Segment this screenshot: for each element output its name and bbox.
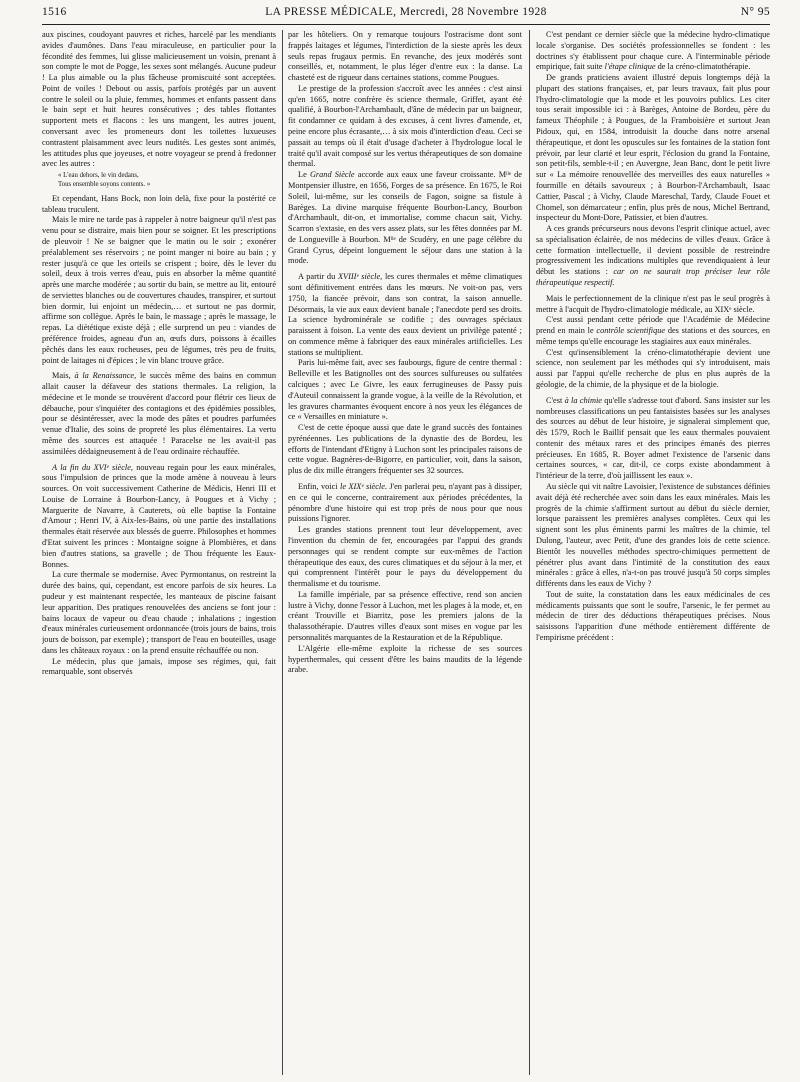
paragraph: Paris lui-même fait, avec ses faubourgs, figure de centre thermal : Belleville et les Batignolles ont des sources sulfureuses ou sulfatées calciques ; avec Le Givre, les eaux ferrugineuses de Passy puis d'Auteuil connaissent la grande vogue, à la veille de la Révolution, et les gravures charmantes évoquent encore à nos yeux les élégances de ce « Versailles en miniature ». bbox=[288, 358, 522, 422]
column-divider bbox=[282, 30, 283, 1075]
paragraph: Le médecin, plus que jamais, impose ses régimes, qui, fait remarquable, sont observés bbox=[42, 656, 276, 677]
paragraph: C'est pendant ce dernier siècle que la médecine hydro-climatique locale s'organise. Des sociétés professionnelles se fondent : les doctrines s'y établissent pour chaque cure. A l'interminable période empirique, fait suite l'étape clinique de la créno-climatothérapie. bbox=[536, 30, 770, 72]
paragraph: L'Algérie elle-même exploite la richesse de ses sources hyperthermales, qui cessent d'être les bains maudits de la légende arabe. bbox=[288, 643, 522, 675]
journal-title: LA PRESSE MÉDICALE, Mercredi, 28 Novembre 1928 bbox=[265, 6, 547, 18]
paragraph: Enfin, voici le XIXᵉ siècle. J'en parlerai peu, n'ayant pas à dissiper, en ce qui le concerne, contrairement aux périodes précédentes, la pénombre d'une histoire qui est trop près de nous pour que nous puissions l'ignorer. bbox=[288, 482, 522, 524]
paragraph: A partir du XVIIIᵉ siècle, les cures thermales et même climatiques sont définitivement entrées dans les mœurs. Ne voit-on pas, vers 1750, la fiancée prévoir, dans son contrat, la saison annuelle. Désormais, la vie aux eaux devient banale ; l'anecdote perd ses droits. La science hydrominérale se codifie ; des ouvrages spéciaux paraissent à foison. La vente des eaux devient un privilège patenté ; on commence même à fabriquer des eaux minérales artificielles. Les stations se multiplient. bbox=[288, 272, 522, 357]
paragraph: Mais le perfectionnement de la clinique n'est pas le seul progrès à mettre à l'acquit de l'hydro-climatologie médicale, au XIXᵉ siècle. bbox=[536, 293, 770, 314]
quote-line: « L'eau dehors, le vin dedans, bbox=[58, 172, 139, 180]
page-number: 1516 bbox=[42, 6, 67, 18]
paragraph: Mais le mire ne tarde pas à rappeler à notre baigneur qu'il n'est pas venu pour se distraire, mais bien pour se soigner. Et les prescriptions de pleuvoir ! Ne se baigner que le matin ou le soir ; exonérer préalablement ses réservoirs ; ne point manger ni boire au bain ; y rester jusqu'à ce que les orteils se crispent ; boire, dès le lever du soleil, deux à trois verres d'eau, puis en absorber la même quantité après une marche modérée ; au sortir du bain, se mettre au lit, entouré de serviettes blanches ou de couvertures chaudes, transpirer, et surtout bien dormir, lui enjoint un médecin,… et surtout ne pas dormir, affirme son collègue. Après le bain, le massage ; après le massage, le repas. La diététique existe déjà ; elle surprend un peu : viandes de préférence froides, agneau d'un an, œufs durs, poissons à écailles pêchés dans les eaux rocheuses, peu de légumes, très peu de fruits, point de laitages ni d'épices ; le vin blanc trouve grâce. bbox=[42, 215, 276, 365]
paragraph: Tout de suite, la constatation dans les eaux médicinales de ces médicaments puissants que sont le soufre, l'arsenic, le fer permet au médecin de tirer des déductions thérapeutiques précises. Nous saisissons l'apparition d'une méthode entièrement différente de l'empirisme précédent : bbox=[536, 589, 770, 642]
paragraph: Et cependant, Hans Bock, non loin delà, fixe pour la postérité ce tableau truculent. bbox=[42, 193, 276, 214]
paragraph: C'est à la chimie qu'elle s'adresse tout d'abord. Sans insister sur les nombreuses classifications un peu fantaisistes basées sur les analyses des sources au début de leur histoire, je signalerai simplement que, dès 1579, Roch le Baillif pensait que les eaux thermales pouvaient contenir des métaux rares et des principes émanés des pierres précieuses. En 1685, R. Boyer admet l'existence de l'arsenic dans certaines sources, « car, dit-il, ce corps existe abondamment à l'intérieur de la terre, d'où jaillissent les eaux ». bbox=[536, 395, 770, 481]
paragraph: Au siècle qui vit naître Lavoisier, l'existence de substances définies avait déjà été recherchée avec soin dans les eaux minérales. Mais les progrès de la chimie s'affirment surtout au début du siècle dernier, lorsque paraissent les premières analyses complètes. Ceux qui les signent sont les plus éminents parmi les maîtres de la chimie, tel Dulong, l'auteur, avec Petit, d'une des grandes lois de cette science. Bientôt les nouvelles méthodes spectro-chimiques permettent de pénétrer plus avant dans l'intimité de la constitution des eaux minérales : grâce à elles, n'a-t-on pas trouvé jusqu'à 50 corps simples différents dans les eaux de Vichy ? bbox=[536, 482, 770, 589]
issue-number: N° 95 bbox=[740, 6, 770, 18]
paragraph: Le Grand Siècle accorde aux eaux une faveur croissante. Mˡˡᵉ de Montpensier illustre, en 1656, Forges de sa présence. En 1675, le Roi Soleil, lui-même, sur les conseils de Fagon, soigne sa fistule à Barèges. La divine marquise fréquente Bourbon-Lancy, Bourbon d'Archambault, dit-on, et immortalise, comme chacun sait, Vichy. Scarron s'extasie, en des vers assez plats, sur les fêtes données par M. de Longueville à Bourbon. Mˡˡᵉ de Scudéry, en une page célèbre du Grand Cyrus, dépeint longuement le séjour dans une station à la mode. bbox=[288, 170, 522, 266]
paragraph: A la fin du XVIᵉ siècle, nouveau regain pour les eaux minérales, sous l'impulsion de princes que la mode amène à nouveau à leurs sources. On voit successivement Catherine de Médicis, Henri III et Louise de Lorraine à Bourbon-Lancy, à Pougues et à Vichy ; Marguerite de Navarre, à Cauterets, où elle baptise la Fontaine d'Amour ; Henri IV, à Aix-les-Bains, où une partie des installations thermales était réservée aux blessés de guerre. Philosophes et hommes d'Etat suivent les princes : Montaigne soigne à Plombières, et dans bien d'autres stations, sa gravelle ; de Thou fréquente les Eaux-Bonnes. bbox=[42, 462, 276, 569]
paragraph: A ces grands précurseurs nous devons l'esprit clinique actuel, avec sa spécialisation éclairée, de nos médecins de villes d'eaux. Grâce à cette formation intellectuelle, il devient possible de restreindre progressivement les indications multiples que revendiquaient à leur début les stations : car on ne saurait trop préciser leur rôle thérapeutique respectif. bbox=[536, 224, 770, 287]
paragraph: aux piscines, coudoyant pauvres et riches, harcelé par les mendiants avides d'aumônes. Dans l'eau miraculeuse, en particulier pour la fécondité des femmes, lui glisse malicieusement un voisin, prenant à son compte le mot de Pogge, les sexes sont mélangés. Aucune pudeur ! La plus aimable ou la plus fâcheuse promiscuité sont acceptées. Point de voiles ! Debout ou assis, parfois protégés par un auvent contre le soleil ou la pluie, femmes, hommes et enfants passent dans le bain sept et huit heures consécutives ; des tables flottantes supportent mets et flacons : les uns mangent, les autres jouent, conversant avec les promeneurs dont les toilettes luxueuses contrastent plaisamment avec leurs nudités. Les gestes sont animés, les attitudes plus que joyeuses, et notre voyageur se prend à fredonner avec les autres : bbox=[42, 30, 276, 169]
paragraph: C'est qu'insensiblement la créno-climatothérapie devient une science, non seulement par les méthodes qui s'y introduisent, mais aussi par l'appui qu'elle recherche de plus en plus auprès de la géologie, de la chimie, de la physique et de la biologie. bbox=[536, 347, 770, 389]
paragraph: La cure thermale se modernise. Avec Pyrmontanus, on restreint la durée des bains, qui, cependant, est encore parfois de six heures. La pudeur y est maintenant respectée, les manteaux de piscine faisant leur apparition. Des pratiques renouvelées des anciens se font jour : bains locaux de vapeur ou d'eau chaude ; inhalations ; ingestion d'eaux minérales curieusement ordonnancée (trois jours de bains, trois jours de boisson, par exemple) ; transport de l'eau en bouteilles, usage dans les châteaux royaux : on la prend ensuite réchauffée ou non. bbox=[42, 570, 276, 655]
text-column-1 bbox=[42, 30, 276, 1076]
text-column-2 bbox=[288, 30, 522, 1076]
paragraph: Le prestige de la profession s'accroît avec les années : c'est ainsi qu'en 1665, notre confrère ès science thermale, Griffet, ayant été qualifié, à Bourbon-l'Archambault, d'âne de médecin par un baigneur, fit condamner ce quidam à des excuses, à cent livres d'amende, et, peine encore plus écrasante,… à six mois d'interdiction d'eau. Ceci se passait au temps où il était d'usage d'acheter à l'hydrologue local le traité qu'il avait composé sur les vertus thérapeutiques de son domaine thermal. bbox=[288, 83, 522, 169]
column-divider bbox=[529, 30, 530, 1075]
header-rule bbox=[42, 24, 770, 25]
paragraph: C'est de cette époque aussi que date le grand succès des fontaines pyrénéennes. Les publications de la dynastie des de Bordeu, les efforts de l'intendant d'Etigny à Luchon sont les principales raisons de cette vogue. Bagnères-de-Bigorre, en particulier, voit, dans la saison, plus de dix mille étrangers fréquenter ses 32 sources. bbox=[288, 423, 522, 476]
paragraph: Les grandes stations prennent tout leur développement, avec l'invention du chemin de fer, encouragées par l'appui des grands personnages qui se rendent compte sur eux-mêmes de l'action thérapeutique des eaux, des cures climatiques et du séjour à la mer, et qui comprennent l'intérêt pour le pays du développement du thermalisme et du tourisme. bbox=[288, 525, 522, 589]
quote-line: Tous ensemble soyons contents. » bbox=[58, 180, 151, 188]
paragraph: Mais, à la Renaissance, le succès même des bains en commun allait causer la défaveur des stations thermales. La religion, la médecine et le monde se trouvèrent d'accord pour flétrir ces lieux de débauche, pour s'inquiéter des contagions et des épidémies possibles, pour se désintéresser, avec la mode des pâtes et poudres parfumées venue d'Italie, des soins de propreté les plus élémentaires. La vertu même des sources est attaquée ! Paracelse ne les avait-il pas assimilées dédaigneusement à de l'eau ordinaire réchauffée. bbox=[42, 371, 276, 456]
paragraph: La famille impériale, par sa présence effective, rend son ancien lustre à Vichy, donne l'essor à Luchon, met les plages à la mode, et, en créant Trouville et Biarritz, pose les premiers jalons de la thalassothérapie. D'autres villes d'eaux sont mises en vogue par les personnalités marquantes de la Restauration et de la République. bbox=[288, 589, 522, 642]
paragraph: C'est aussi pendant cette période que l'Académie de Médecine prend en main le contrôle scientifique des stations et des sources, en même temps qu'elle encourage les stagiaires aux eaux minérales. bbox=[536, 315, 770, 346]
verse-quote bbox=[58, 172, 276, 190]
page-header bbox=[42, 6, 770, 26]
paragraph: par les hôteliers. On y remarque toujours l'ostracisme dont sont frappés laitages et légumes, l'interdiction de la sieste après les deux seuls repas frugaux permis. En revanche, des jeux modérés sont conseillés, et, notamment, le plus léger d'entre eux : la danse. La chasteté est de rigueur dans certaines stations, comme Pougues. bbox=[288, 30, 522, 83]
text-column-3 bbox=[536, 30, 770, 1076]
paragraph: De grands praticiens avaient illustré depuis longtemps déjà la plupart des stations françaises, et, par leurs travaux, fait plus pour l'hydro-climatologie que la mode et les pouvoirs publics. Les citer tous serait impossible ici : à Barèges, Antoine de Bordeu, père du fameux Théophile ; à Pougues, de la Framboisière et surtout Jean Pidoux, qui, en 1584, introduisit la douche dans notre arsenal thérapeutique, et dont les opuscules sur les fontaines de la station font prévoir, par leur clarté et leur esprit, l'éclosion du grand la Fontaine, son petit-fils, semble-t-il ; en Auvergne, Jean Banc, dont le petit livre sur « La mémoire renouvellée des merveilles des eaux naturelles » fourmille en détails savoureux ; à Bourbon-l'Archambault, Isaac Cattier, Pascal ; à Vichy, Claude Mareschal, Tardy, Claude Fouet et Chomel, son démarcateur ; enfin, plus près de nous, Michel Bertrand, inspecteur du Mont-Dore, Patissier, et bien d'autres. bbox=[536, 73, 770, 223]
